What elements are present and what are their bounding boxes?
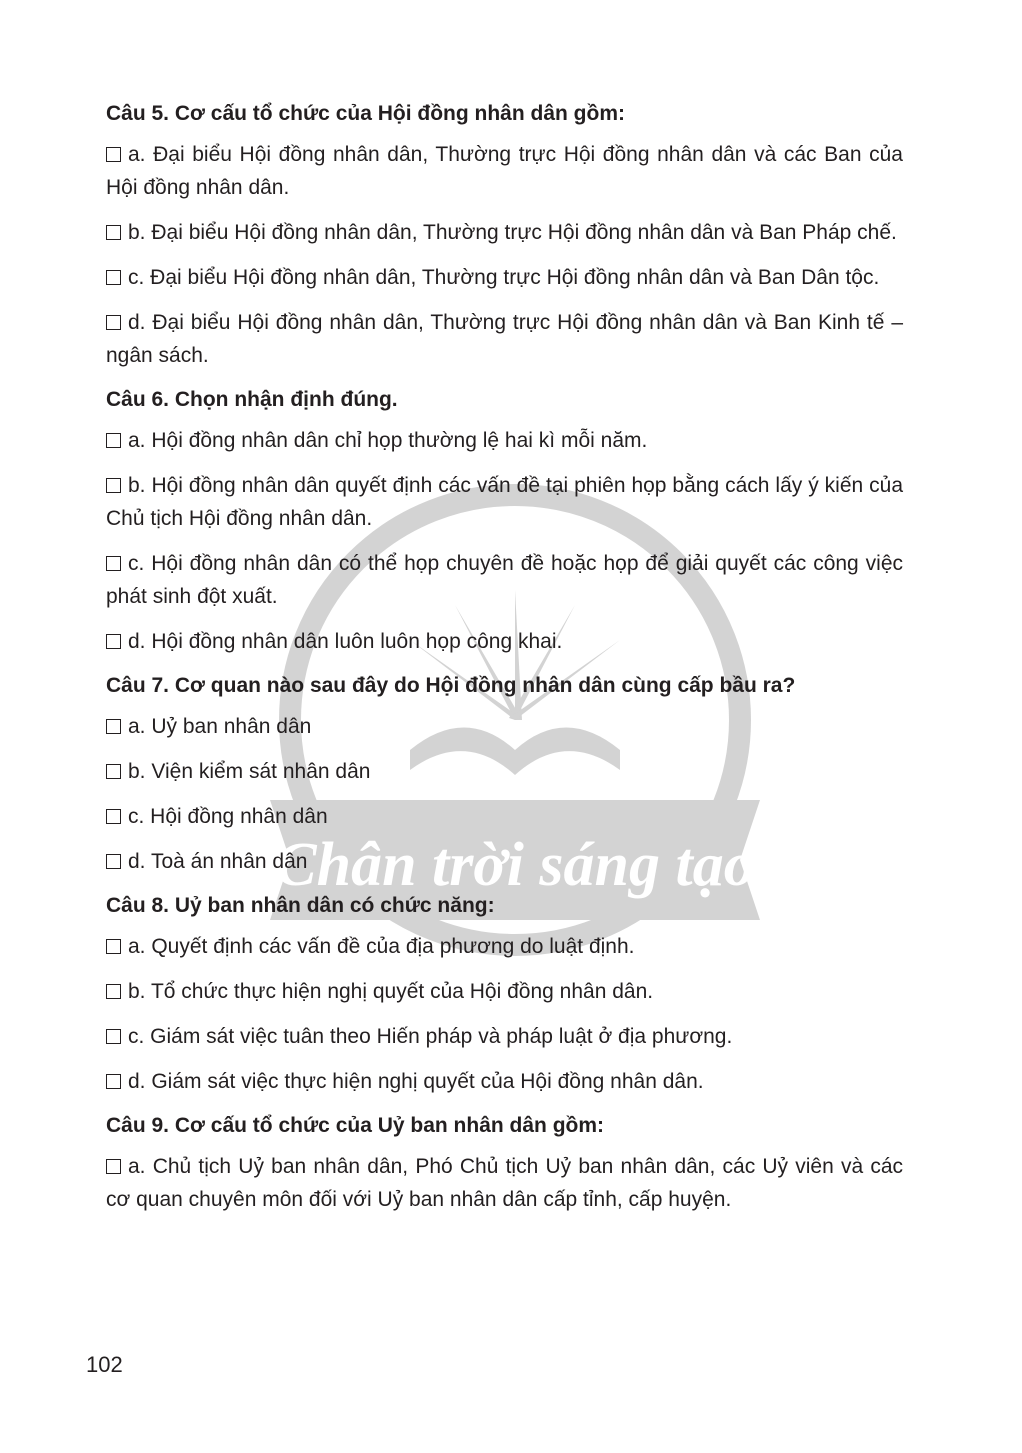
- question-title: Câu 8. Uỷ ban nhân dân có chức năng:: [106, 894, 495, 917]
- answer-text: a. Đại biểu Hội đồng nhân dân, Thường trực Hội đồng nhân dân và các Ban của Hội đồng nhân dân.: [106, 143, 903, 199]
- answer-text: c. Hội đồng nhân dân có thể họp chuyên đề hoặc họp để giải quyết các công việc phát sinh đột xuất.: [106, 552, 903, 608]
- answer-text: a. Chủ tịch Uỷ ban nhân dân, Phó Chủ tịch Uỷ ban nhân dân, các Uỷ viên và các cơ quan chuyên môn đối với Uỷ ban nhân dân cấp tỉnh, cấp huyện.: [106, 1155, 903, 1211]
- answer-text: a. Quyết định các vấn đề của địa phương do luật định.: [128, 935, 635, 958]
- answer-option[interactable]: [106, 547, 903, 613]
- checkbox-icon[interactable]: [106, 809, 121, 824]
- checkbox-icon[interactable]: [106, 719, 121, 734]
- checkbox-icon[interactable]: [106, 315, 121, 330]
- answer-option[interactable]: [106, 306, 903, 372]
- answer-option[interactable]: [106, 138, 903, 204]
- answer-text: b. Viện kiểm sát nhân dân: [128, 760, 371, 783]
- answer-text: c. Giám sát việc tuân theo Hiến pháp và pháp luật ở địa phương.: [128, 1025, 733, 1048]
- checkbox-icon[interactable]: [106, 854, 121, 869]
- checkbox-icon[interactable]: [106, 1029, 121, 1044]
- question-8: [106, 890, 903, 1098]
- question-7: [106, 670, 903, 878]
- answer-option[interactable]: [106, 1150, 903, 1216]
- checkbox-icon[interactable]: [106, 984, 121, 999]
- checkbox-icon[interactable]: [106, 634, 121, 649]
- answer-option[interactable]: [106, 625, 903, 658]
- answer-option[interactable]: [106, 930, 903, 963]
- answer-option[interactable]: [106, 710, 903, 743]
- question-title: Câu 7. Cơ quan nào sau đây do Hội đồng nhân dân cùng cấp bầu ra?: [106, 674, 796, 697]
- question-6: [106, 384, 903, 658]
- question-9: [106, 1110, 903, 1216]
- checkbox-icon[interactable]: [106, 1074, 121, 1089]
- checkbox-icon[interactable]: [106, 147, 121, 162]
- answer-text: a. Uỷ ban nhân dân: [128, 715, 312, 738]
- checkbox-icon[interactable]: [106, 270, 121, 285]
- answer-option[interactable]: [106, 1020, 903, 1053]
- answer-option[interactable]: [106, 469, 903, 535]
- checkbox-icon[interactable]: [106, 433, 121, 448]
- answer-text: d. Đại biểu Hội đồng nhân dân, Thường trực Hội đồng nhân dân và Ban Kinh tế – ngân sách.: [106, 311, 903, 367]
- answer-text: b. Hội đồng nhân dân quyết định các vấn đề tại phiên họp bằng cách lấy ý kiến của Chủ tịch Hội đồng nhân dân.: [106, 474, 903, 530]
- answer-option[interactable]: [106, 424, 903, 457]
- answer-option[interactable]: [106, 975, 903, 1008]
- checkbox-icon[interactable]: [106, 556, 121, 571]
- answer-option[interactable]: [106, 755, 903, 788]
- answer-text: b. Đại biểu Hội đồng nhân dân, Thường trực Hội đồng nhân dân và Ban Pháp chế.: [128, 221, 897, 244]
- answer-text: d. Hội đồng nhân dân luôn luôn họp công khai.: [128, 630, 563, 653]
- question-title: Câu 9. Cơ cấu tổ chức của Uỷ ban nhân dân gồm:: [106, 1114, 605, 1137]
- page-number: 102: [86, 1352, 123, 1377]
- question-list: [106, 98, 903, 1228]
- checkbox-icon[interactable]: [106, 478, 121, 493]
- checkbox-icon[interactable]: [106, 225, 121, 240]
- answer-option[interactable]: [106, 261, 903, 294]
- answer-option[interactable]: [106, 216, 903, 249]
- answer-text: c. Hội đồng nhân dân: [128, 805, 328, 828]
- watermark-text: Chân trời sáng tạo: [275, 831, 755, 899]
- checkbox-icon[interactable]: [106, 1159, 121, 1174]
- question-title: Câu 6. Chọn nhận định đúng.: [106, 388, 398, 411]
- question-5: [106, 98, 903, 372]
- answer-option[interactable]: [106, 845, 903, 878]
- answer-text: b. Tổ chức thực hiện nghị quyết của Hội đồng nhân dân.: [128, 980, 654, 1003]
- checkbox-icon[interactable]: [106, 939, 121, 954]
- answer-text: c. Đại biểu Hội đồng nhân dân, Thường trực Hội đồng nhân dân và Ban Dân tộc.: [128, 266, 880, 289]
- answer-text: d. Toà án nhân dân: [128, 850, 308, 873]
- answer-option[interactable]: [106, 800, 903, 833]
- answer-text: d. Giám sát việc thực hiện nghị quyết của Hội đồng nhân dân.: [128, 1070, 704, 1093]
- checkbox-icon[interactable]: [106, 764, 121, 779]
- answer-text: a. Hội đồng nhân dân chỉ họp thường lệ hai kì mỗi năm.: [128, 429, 648, 452]
- question-title: Câu 5. Cơ cấu tổ chức của Hội đồng nhân dân gồm:: [106, 102, 626, 125]
- answer-option[interactable]: [106, 1065, 903, 1098]
